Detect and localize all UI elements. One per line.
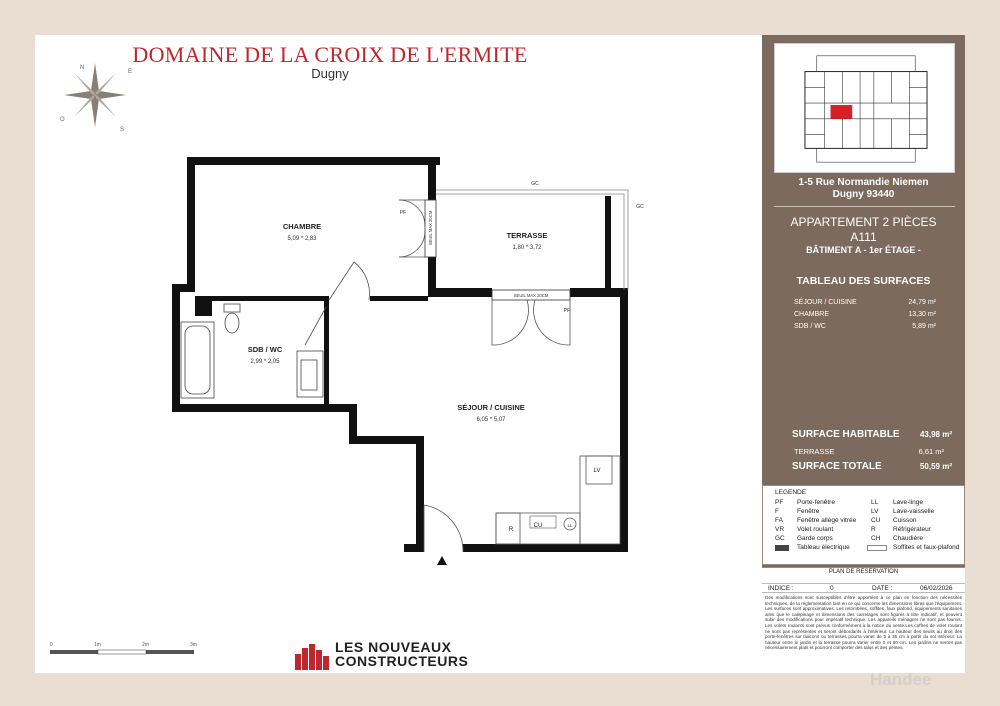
walls [172, 157, 628, 552]
compass-e: E [128, 69, 133, 75]
surface-row [794, 323, 936, 330]
scale-bar [48, 640, 208, 664]
indice-value: 0 [830, 585, 834, 592]
address-line: Dugny 93440 [832, 189, 895, 200]
appliance-label: LL [567, 523, 573, 528]
legend-code: PF [775, 499, 784, 506]
pf-label: PF [399, 210, 407, 216]
scale-tick: 3m [190, 642, 197, 648]
surface-label: SDB / WC [794, 323, 826, 330]
electrical-panel-icon [775, 545, 789, 551]
room-dims: 5,09 * 2,83 [287, 236, 317, 242]
surface-label: SÉJOUR / CUISINE [794, 299, 857, 306]
threshold-label: SEUIL MAX 20CM [428, 210, 433, 246]
gc-label: GC [531, 181, 539, 187]
address-line: 1-5 Rue Normandie Niemen [798, 177, 929, 188]
legend-text: Lave-vaisselle [893, 508, 935, 515]
room-name: CHAMBRE [282, 222, 322, 231]
total-label: SURFACE TOTALE [792, 461, 882, 472]
surface-value: 24,79 m² [908, 299, 936, 306]
compass-o: O [60, 117, 65, 123]
compass-rose-icon [58, 55, 133, 135]
pf-label: PF [563, 308, 571, 314]
entrance-arrow-icon [437, 556, 447, 565]
brand-name [335, 640, 468, 668]
legend [762, 485, 965, 565]
info-panel [762, 35, 965, 673]
legend-code: CU [871, 517, 881, 524]
terrasse-label: TERRASSE [794, 447, 835, 456]
legend-code: VR [775, 526, 785, 533]
reservation-row [762, 583, 965, 593]
floor-plan [160, 150, 644, 580]
scale-tick: 2m [142, 642, 149, 648]
appliance-label: LV [593, 468, 601, 474]
page-title: DOMAINE DE LA CROIX DE L'ERMITE [132, 42, 528, 67]
apartment-highlight [831, 105, 853, 119]
legend-text: Soffites et faux-plafond [893, 544, 960, 551]
room-dims: 1,80 * 3,72 [512, 245, 542, 251]
legend-code: R [871, 526, 876, 533]
appliance-label: CU [533, 523, 543, 529]
legend-text: Réfrigérateur [893, 526, 931, 533]
total-value: 50,59 m² [919, 462, 952, 471]
address [762, 177, 965, 201]
apartment-number: A111 [850, 230, 877, 244]
legend-code: CH [871, 535, 881, 542]
appliance-label: R [508, 527, 514, 533]
key-plan [774, 43, 955, 173]
compass-n: N [80, 65, 85, 71]
surface-row [794, 299, 936, 306]
apartment-type: APPARTEMENT 2 PIÈCES [790, 215, 937, 229]
brand-line: CONSTRUCTEURS [335, 653, 469, 669]
room-dims: 2,99 * 2,05 [250, 359, 280, 365]
legend-text: Volet roulant [797, 526, 834, 533]
room-name: SDB / WC [247, 345, 283, 354]
guard-rail [436, 190, 628, 290]
apartment-building: BÂTIMENT A - 1er ÉTAGE - [806, 245, 921, 255]
reservation-title: PLAN DE RESERVATION [828, 569, 899, 575]
legend-text: Lave-linge [893, 499, 923, 506]
legend-text: Chaudière [893, 535, 923, 542]
legend-text: Porte-fenêtre [797, 499, 835, 506]
compass-s: S [120, 127, 125, 133]
terrasse-value: 6,61 m² [918, 447, 944, 456]
gc-label: GC [636, 204, 644, 210]
threshold-label: SEUIL MAX 20CM [513, 293, 549, 298]
surface-terrasse [794, 447, 944, 456]
surface-label: CHAMBRE [794, 311, 830, 318]
date-value: 06/02/2026 [920, 585, 953, 592]
habitable-label: SURFACE HABITABLE [792, 429, 900, 440]
city-subtitle: Dugny [311, 66, 349, 81]
toilet [225, 313, 239, 333]
legend-code: FA [775, 517, 783, 524]
surface-totale [792, 461, 952, 472]
soffit-swatch-icon [867, 545, 887, 551]
legend-text: Garde corps [797, 535, 833, 542]
room-name: SÉJOUR / CUISINE [457, 403, 525, 412]
room-dims: 6,05 * 5,07 [476, 417, 506, 423]
brand-logo-icon [295, 642, 331, 670]
legend-code: F [775, 508, 779, 515]
legend-text: Fenêtre allège vitrée [797, 517, 857, 524]
surfaces-table-title: TABLEAU DES SURFACES [796, 275, 931, 287]
room-name: TERRASSE [506, 231, 548, 240]
habitable-value: 43,98 m² [919, 430, 952, 439]
brand-line: LES NOUVEAUX [335, 639, 452, 655]
brand-logo [295, 640, 495, 672]
legal-notes: Des modifications sont susceptibles d'être apportées à ce plan en fonction des nécessités techniques, de la réglementation tant en ce qui concerne les dimensions libres que l'équipement. Les surfaces sont approximatives. Les retombées, soffites, faux plafond, équipements sanitaires ainsi que le calepinage et dimensions des carrelages sont figurés à titre indicatif, et peuvent subir des modifications pour impératif technique. Les appareils ménagers ne sont pas fournis. Les volets roulants sont prévus conformément à la notice du vente.Les coffres de volet roulant ne sont pas représentés et seront débordants à l'intérieur. La hauteur des seuils au droit des porte-fenêtres sur balcons ou terrasses pourra varier de 5 à 35 cm à partir du sol intérieur. La hauteur entre le jardin et la terrasse pourra varier entre 0 et 60 cm. Les jardins ne seront pas nécessairement plats et pourront comporter des talus et des pentes. [762, 593, 965, 673]
date-label: DATE : [872, 585, 893, 592]
legend-text: Tableau électrique [797, 544, 850, 551]
legend-text: Fenêtre [797, 508, 820, 515]
scale-tick: 1m [94, 642, 101, 648]
bathtub [181, 322, 214, 398]
legend-title: LEGENDE [775, 489, 807, 496]
scale-tick: 0 [50, 642, 53, 648]
indice-label: INDICE : [768, 585, 794, 592]
watermark: Handee [870, 670, 932, 689]
legend-code: GC [775, 535, 785, 542]
legend-code: LL [871, 499, 879, 506]
surface-value: 13,30 m² [908, 311, 936, 318]
surface-habitable [792, 429, 952, 440]
surface-value: 5,89 m² [912, 323, 936, 330]
doors [305, 200, 570, 552]
surface-row [794, 311, 936, 318]
legend-text: Cuisson [893, 517, 917, 524]
legend-code: LV [871, 508, 879, 515]
